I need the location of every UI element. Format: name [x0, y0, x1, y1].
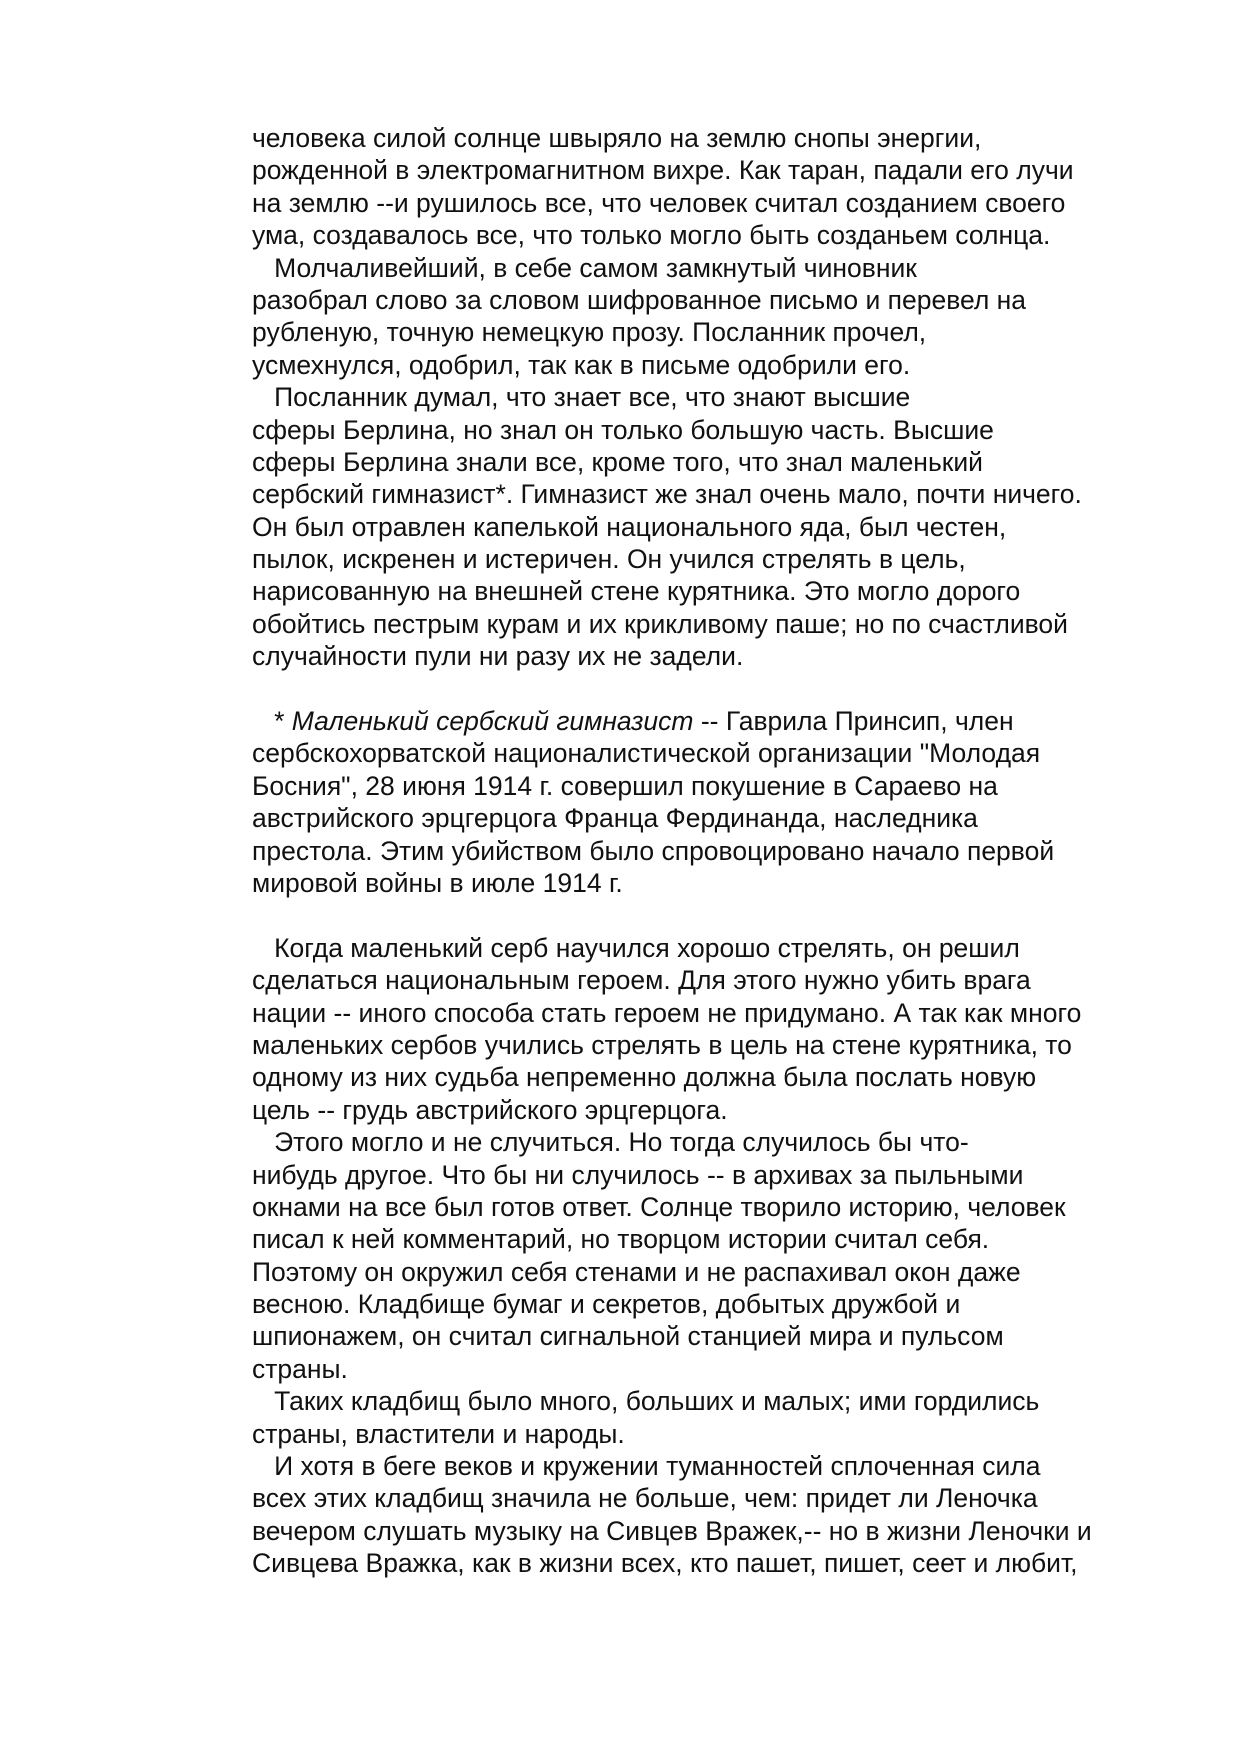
text-line: рубленую, точную немецкую прозу. Посланник прочел,	[252, 317, 927, 348]
text-line: рожденной в электромагнитном вихре. Как таран, падали его лучи	[252, 155, 1074, 186]
text-line: Он был отравлен капелькой национального яда, был честен,	[252, 511, 1007, 542]
text-line: сферы Берлина, но знал он только большую часть. Высшие	[252, 414, 994, 445]
text-line: нибудь другое. Что бы ни случилось -- в архивах за пыльными	[252, 1159, 1024, 1190]
text-line: сделаться национальным героем. Для этого нужно убить врага	[252, 965, 1031, 996]
text-line: Когда маленький серб научился хорошо стрелять, он решил	[252, 932, 1020, 963]
text-line: сербский гимназист*. Гимназист же знал очень мало, почти ничего.	[252, 479, 1082, 510]
text-line: всех этих кладбищ значила не больше, чем: придет ли Леночка	[252, 1483, 1038, 1514]
footnote-first-line-rest: -- Гаврила Принсип, член	[693, 706, 1014, 737]
text-line: И хотя в беге веков и кружении туманностей сплоченная сила	[252, 1451, 1041, 1482]
text-line: писал к ней комментарий, но творцом истории считал себя.	[252, 1224, 990, 1255]
text-line: обойтись пестрым курам и их крикливому паше; но по счастливой	[252, 608, 1068, 639]
text-line: Таких кладбищ было много, больших и малых; ими гордились	[252, 1386, 1040, 1417]
text-line: окнами на все был готов ответ. Солнце творило историю, человек	[252, 1191, 1066, 1222]
text-line: Босния", 28 июня 1914 г. совершил покушение в Сараево на	[252, 770, 998, 801]
text-line: Этого могло и не случиться. Но тогда случилось бы что-	[252, 1127, 969, 1158]
text-line: австрийского эрцгерцога Франца Фердинанда, наследника	[252, 803, 978, 834]
text-line: нации -- иного способа стать героем не придумано. А так как много	[252, 997, 1082, 1028]
text-line: сербскохорватской националистической организации "Молодая	[252, 738, 1041, 769]
text-line: сферы Берлина знали все, кроме того, что знал маленький	[252, 446, 983, 477]
footnote-first-line	[252, 705, 1152, 737]
footnote-marker: *	[252, 706, 292, 737]
text-line: Посланник думал, что знает все, что знают высшие	[252, 382, 911, 413]
text-line: усмехнулся, одобрил, так как в письме одобрили его.	[252, 349, 911, 380]
footnote	[252, 705, 1152, 899]
text-line: шпионажем, он считал сигнальной станцией мира и пульсом	[252, 1321, 1004, 1352]
text-line: престола. Этим убийством было спровоцировано начало первой	[252, 835, 1055, 866]
footnote-lines	[252, 737, 1152, 899]
main-paragraphs	[252, 122, 1152, 673]
blank-line	[252, 673, 1152, 705]
text-line: Сивцева Вражка, как в жизни всех, кто пашет, пишет, сеет и любит,	[252, 1548, 1078, 1579]
text-line: страны, властители и народы.	[252, 1418, 625, 1449]
text-line: человека силой солнце швыряло на землю снопы энергии,	[252, 123, 982, 153]
text-line: Поэтому он окружил себя стенами и не распахивал окон даже	[252, 1256, 1021, 1287]
text-line: пылок, искренен и истеричен. Он учился стрелять в цель,	[252, 544, 966, 575]
blank-line	[252, 899, 1152, 931]
text-line: ума, создавалось все, что только могло быть созданьем солнца.	[252, 220, 1051, 251]
text-line: нарисованную на внешней стене курятника. Это могло дорого	[252, 576, 1021, 607]
text-line: мировой войны в июле 1914 г.	[252, 867, 623, 898]
text-line: маленьких сербов учились стрелять в цель на стене курятника, то	[252, 1029, 1072, 1060]
text-line: на землю --и рушилось все, что человек считал созданием своего	[252, 187, 1066, 218]
text-line: разобрал слово за словом шифрованное письмо и перевел на	[252, 284, 1027, 315]
text-line: Молчаливейший, в себе самом замкнутый чиновник	[252, 252, 917, 283]
text-line: случайности пули ни разу их не задели.	[252, 641, 744, 672]
footnote-term: Маленький сербский гимназист	[291, 706, 694, 737]
text-line: страны.	[252, 1353, 348, 1384]
text-line: весною. Кладбище бумаг и секретов, добытых дружбой и	[252, 1289, 961, 1320]
text-line: вечером слушать музыку на Сивцев Вражек,-- но в жизни Леночки и	[252, 1515, 1092, 1546]
text-line: цель -- грудь австрийского эрцгерцога.	[252, 1094, 728, 1125]
text-line: одному из них судьба непременно должна была послать новую	[252, 1062, 1037, 1093]
following-paragraphs	[252, 932, 1152, 1580]
body-text	[252, 122, 1152, 1580]
